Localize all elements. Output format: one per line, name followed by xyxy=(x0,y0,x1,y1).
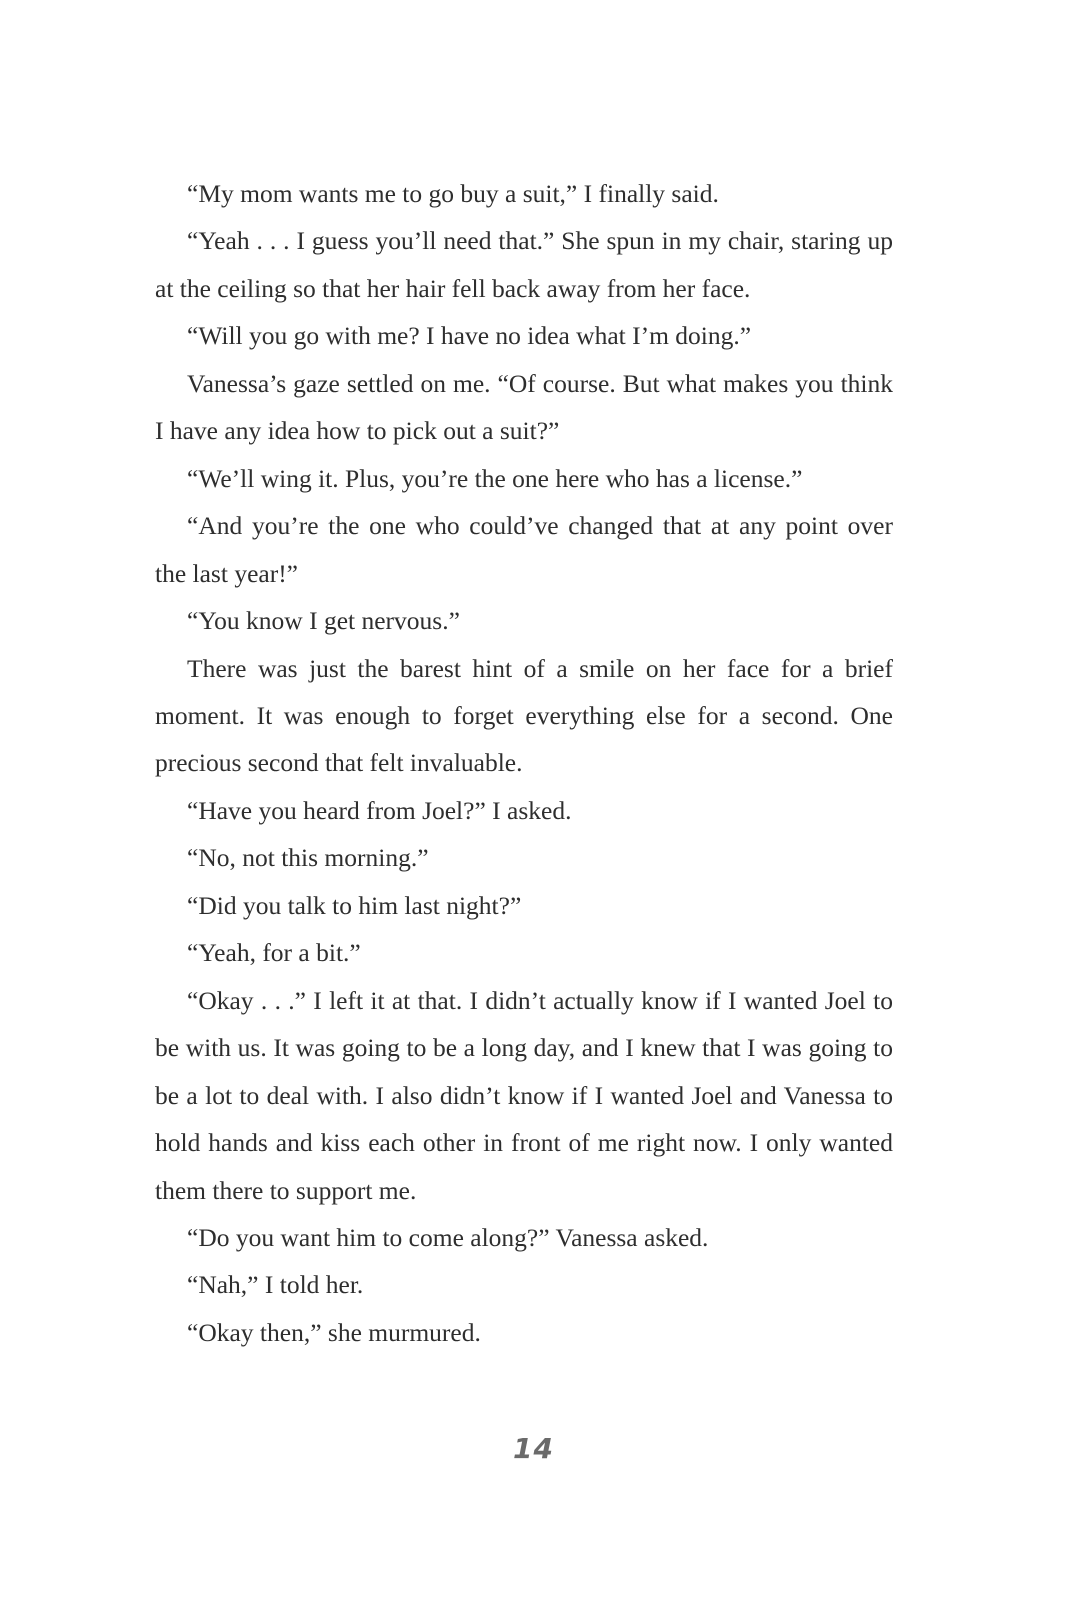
paragraph: “Do you want him to come along?” Vanessa asked. xyxy=(187,1222,709,1252)
paragraph: Vanessa’s gaze settled on me. “Of course. But what makes you think I have any idea how to pick out a suit?” xyxy=(155,368,893,446)
paragraph: “You know I get nervous.” xyxy=(187,606,460,636)
paragraph: “Nah,” I told her. xyxy=(187,1270,364,1300)
page-number: 14 xyxy=(513,1432,554,1465)
paragraph: “No, not this morning.” xyxy=(187,843,429,873)
paragraph: “Have you heard from Joel?” I asked. xyxy=(187,795,572,825)
paragraph: “Did you talk to him last night?” xyxy=(187,890,522,920)
body-text xyxy=(155,170,893,1356)
paragraph: “Yeah . . . I guess you’ll need that.” She spun in my chair, staring up at the ceiling so that her hair fell back away from her face. xyxy=(155,226,893,303)
paragraph: “Yeah, for a bit.” xyxy=(187,938,361,968)
paragraph: “My mom wants me to go buy a suit,” I finally said. xyxy=(187,179,719,208)
paragraph: “Okay then,” she murmured. xyxy=(187,1317,481,1347)
paragraph: “And you’re the one who could’ve changed that at any point over the last year!” xyxy=(155,511,893,588)
paragraph: There was just the barest hint of a smile on her face for a brief moment. It was enough to forget everything else for a second. One precious second that felt invaluable. xyxy=(155,653,893,778)
paragraph: “Will you go with me? I have no idea what I’m doing.” xyxy=(187,321,752,351)
paragraph: “We’ll wing it. Plus, you’re the one here who has a license.” xyxy=(187,463,803,493)
paragraph: “Okay . . .” I left it at that. I didn’t actually know if I wanted Joel to be with us. It was going to be a long day, and I knew that I was going to be a lot to deal with. I also didn’t know if I wanted Joel and Vanessa to hold hands and kiss each other in front of me right now. I only wanted them there to support me. xyxy=(155,985,893,1205)
